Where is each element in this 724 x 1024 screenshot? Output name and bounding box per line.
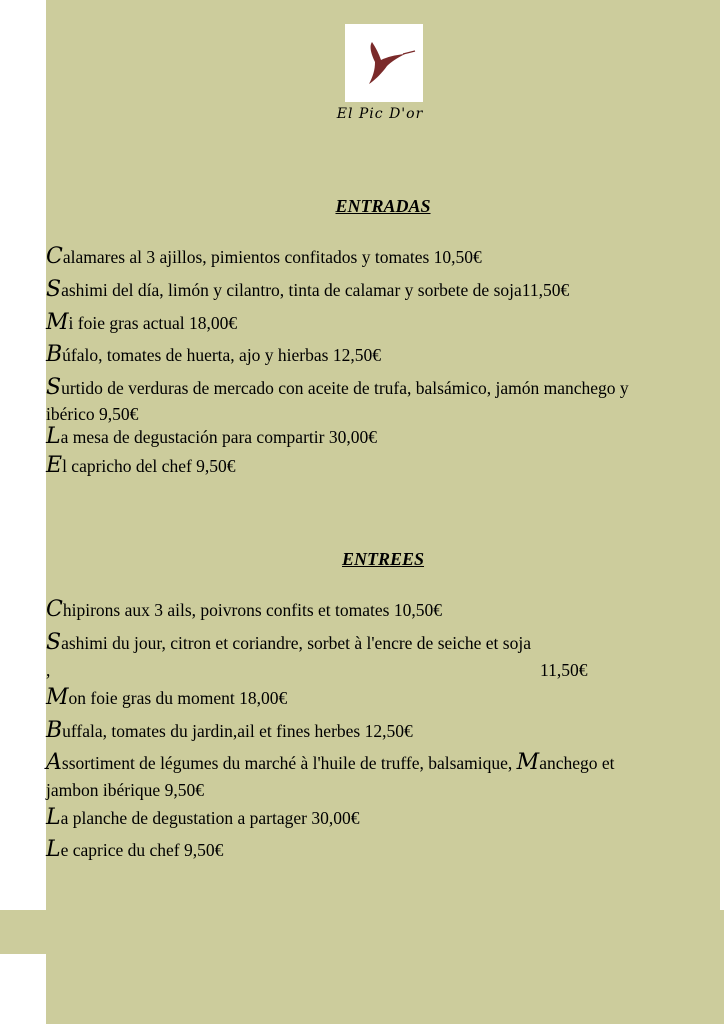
menu-item bbox=[46, 805, 360, 830]
menu-item bbox=[46, 277, 570, 302]
drop-initial: C bbox=[46, 244, 63, 269]
menu-item-text: ssortiment de légumes du marché à l'huile de truffe, balsamique, bbox=[61, 753, 517, 773]
drop-initial: M bbox=[46, 685, 69, 710]
menu-item bbox=[46, 630, 531, 655]
background-band bbox=[0, 910, 724, 954]
drop-initial: C bbox=[46, 597, 63, 622]
menu-item-text: alamares al 3 ajillos, pimientos confitados y tomates 10,50€ bbox=[62, 247, 482, 267]
menu-item bbox=[46, 685, 288, 710]
drop-initial: L bbox=[46, 424, 61, 449]
menu-item-text: ashimi du jour, citron et coriandre, sorbet à l'encre de seiche et soja bbox=[61, 633, 531, 653]
menu-item bbox=[46, 342, 381, 367]
menu-item-text: hipirons aux 3 ails, poivrons confits et tomates 10,50€ bbox=[62, 600, 442, 620]
menu-item bbox=[46, 750, 615, 775]
drop-initial: M bbox=[516, 750, 540, 775]
drop-initial: B bbox=[46, 718, 63, 743]
menu-item-text: úfalo, tomates de huerta, ajo y hierbas 12,50€ bbox=[62, 345, 381, 365]
menu-item bbox=[46, 837, 224, 862]
drop-initial: S bbox=[46, 630, 62, 655]
drop-initial: A bbox=[46, 750, 62, 775]
menu-item-continuation: ibérico 9,50€ bbox=[46, 404, 139, 424]
menu-background bbox=[46, 0, 720, 910]
menu-item-text: urtido de verduras de mercado con aceite de trufa, balsámico, jamón manchego y bbox=[61, 378, 629, 398]
menu-item-text: ashimi del día, limón y cilantro, tinta de calamar y sorbete de soja11,50€ bbox=[61, 280, 570, 300]
menu-item-text: uffala, tomates du jardin,ail et fines herbes 12,50€ bbox=[62, 721, 413, 741]
menu-item-text: anchego et bbox=[539, 753, 615, 773]
drop-initial: L bbox=[46, 805, 61, 830]
drop-initial: M bbox=[46, 310, 69, 335]
menu-item-price: 11,50€ bbox=[540, 660, 588, 680]
hummingbird-icon bbox=[345, 24, 423, 102]
menu-item-text: l capricho del chef 9,50€ bbox=[62, 456, 236, 476]
menu-item bbox=[46, 244, 482, 269]
menu-item-continuation: , bbox=[46, 660, 51, 680]
section-title-entradas: ENTRADAS bbox=[335, 196, 431, 216]
drop-initial: S bbox=[46, 375, 62, 400]
menu-item-continuation: jambon ibérique 9,50€ bbox=[46, 780, 204, 800]
menu-item bbox=[46, 375, 629, 400]
menu-item-text: a planche de degustation a partager 30,00€ bbox=[60, 808, 360, 828]
brand-name: El Pic D'or bbox=[336, 106, 424, 122]
drop-initial: E bbox=[46, 453, 63, 478]
logo-svg bbox=[345, 24, 423, 102]
menu-item-text: a mesa de degustación para compartir 30,00€ bbox=[60, 427, 377, 447]
menu-item bbox=[46, 424, 377, 449]
section-title-entrees: ENTREES bbox=[341, 549, 425, 569]
menu-item-text: i foie gras actual 18,00€ bbox=[68, 313, 238, 333]
drop-initial: B bbox=[46, 342, 63, 367]
menu-item bbox=[46, 718, 413, 743]
menu-item-text: e caprice du chef 9,50€ bbox=[60, 840, 224, 860]
menu-item bbox=[46, 453, 236, 478]
menu-item-text: on foie gras du moment 18,00€ bbox=[68, 688, 288, 708]
drop-initial: L bbox=[46, 837, 61, 862]
menu-item bbox=[46, 597, 442, 622]
menu-item bbox=[46, 310, 238, 335]
drop-initial: S bbox=[46, 277, 62, 302]
background-bottom bbox=[46, 954, 724, 1024]
